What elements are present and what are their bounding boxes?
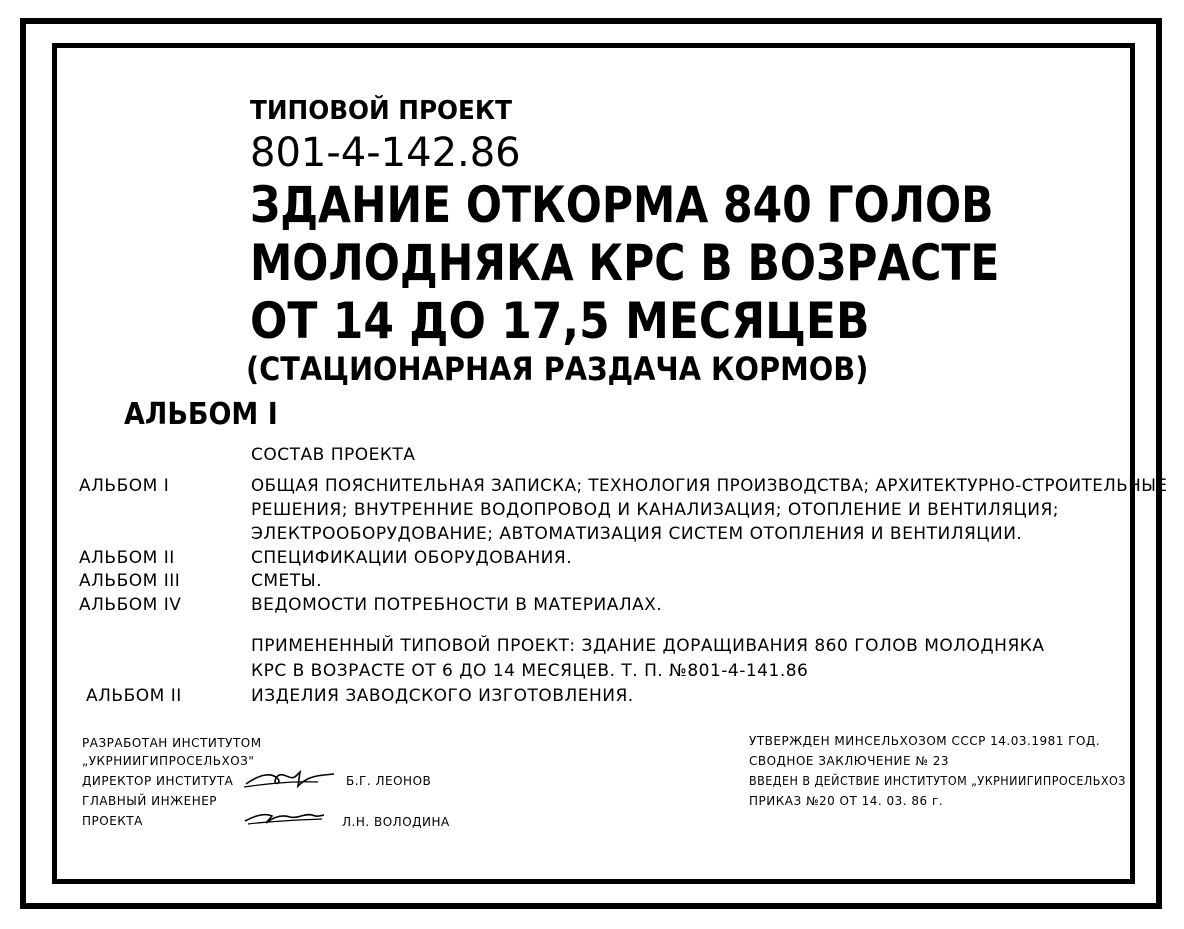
title-line-2-text: МОЛОДНЯКА КРС В ВОЗРАСТЕ [250,234,1000,292]
title-line-3 [250,292,954,350]
order-line [749,795,943,807]
chief-engineer-title-2 [82,815,143,827]
album-3-line [251,573,322,590]
composition-heading-text: СОСТАВ ПРОЕКТА [251,445,416,465]
project-number-text: 801-4-142.86 [250,130,521,176]
album-4-label [79,597,181,614]
album-2-line-text: СПЕЦИФИКАЦИИ ОБОРУДОВАНИЯ. [251,548,573,568]
album-1-line-1-text: ОБЩАЯ ПОЯСНИТЕЛЬНАЯ ЗАПИСКА; ТЕХНОЛОГИЯ ПРОИЗВОДСТВА; АРХИТЕКТУРНО-СТРОИТЕЛЬНЫЕ [251,476,1168,496]
project-number [250,130,521,176]
album-1-label [79,478,169,495]
director-signature [242,766,337,792]
approval-line [749,735,1100,747]
introduced-line-text: ВВЕДЕН В ДЕЙСТВИЕ ИНСТИТУТОМ „УКРНИИГИПРОСЕЛЬХОЗ [749,774,1126,788]
applied-album-text [251,688,634,705]
album-1-line-3 [251,526,1022,543]
chief-engineer-title [82,795,217,807]
applied-album-label-text: АЛЬБОМ II [86,686,182,706]
subtitle [246,350,938,388]
project-type-label [250,98,526,124]
album-4-label-text: АЛЬБОМ IV [79,595,182,615]
chief-engineer-title-text: ГЛАВНЫЙ ИНЖЕНЕР [82,794,218,808]
director-title [82,775,233,787]
introduced-line [749,775,1154,787]
album-2-label [79,550,175,567]
album-1-line-2 [251,502,1059,519]
title-line-1 [250,176,1125,234]
institute-name [82,755,254,767]
director-name-text: Б.Г. ЛЕОНОВ [346,774,432,788]
conclusion-line [749,755,949,767]
applied-album-label [86,688,182,705]
chief-engineer-signature [242,807,327,829]
album-1-label-text: АЛЬБОМ I [79,476,170,496]
project-type-label-text: ТИПОВОЙ ПРОЕКТ [250,96,512,126]
album-2-label-text: АЛЬБОМ II [79,548,175,568]
institute-name-text: „УКРНИИГИПРОСЕЛЬХОЗ" [82,754,255,768]
applied-line-2 [251,663,808,680]
album-4-line [251,597,662,614]
subtitle-text: (СТАЦИОНАРНАЯ РАЗДАЧА КОРМОВ) [246,350,869,388]
album-1-line-1 [251,478,1184,495]
album-2-line [251,550,572,567]
composition-heading [251,447,415,464]
chief-engineer-name-text: Л.Н. ВОЛОДИНА [342,815,450,829]
album-1-line-3-text: ЭЛЕКТРООБОРУДОВАНИЕ; АВТОМАТИЗАЦИЯ СИСТЕМ ОТОПЛЕНИЯ И ВЕНТИЛЯЦИИ. [251,524,1023,544]
applied-album-text-value: ИЗДЕЛИЯ ЗАВОДСКОГО ИЗГОТОВЛЕНИЯ. [251,686,634,706]
album-heading-text: АЛЬБОМ I [124,397,278,432]
album-3-line-text: СМЕТЫ. [251,571,323,591]
order-line-text: ПРИКАЗ №20 ОТ 14. 03. 86 г. [749,794,944,808]
director-name [346,775,431,787]
applied-line-2-text: КРС В ВОЗРАСТЕ ОТ 6 ДО 14 МЕСЯЦЕВ. Т. П. №801-4-141.86 [251,661,809,681]
approval-line-text: УТВЕРЖДЕН МИНСЕЛЬХОЗОМ СССР 14.03.1981 ГОД. [749,734,1101,748]
title-line-1-text: ЗДАНИЕ ОТКОРМА 840 ГОЛОВ [250,176,994,234]
chief-engineer-title-2-text: ПРОЕКТА [82,814,143,828]
album-3-label-text: АЛЬБОМ III [79,571,181,591]
developed-by-text: РАЗРАБОТАН ИНСТИТУТОМ [82,736,262,750]
conclusion-line-text: СВОДНОЕ ЗАКЛЮЧЕНИЕ № 23 [749,754,949,768]
album-3-label [79,573,180,590]
album-1-line-2-text: РЕШЕНИЯ; ВНУТРЕННИЕ ВОДОПРОВОД И КАНАЛИЗАЦИЯ; ОТОПЛЕНИЕ И ВЕНТИЛЯЦИЯ; [251,500,1059,520]
album-heading [124,397,295,432]
title-line-2 [250,234,1132,292]
applied-line-1-text: ПРИМЕНЕННЫЙ ТИПОВОЙ ПРОЕКТ: ЗДАНИЕ ДОРАЩИВАНИЯ 860 ГОЛОВ МОЛОДНЯКА [251,636,1045,656]
director-title-text: ДИРЕКТОР ИНСТИТУТА [82,774,234,788]
album-4-line-text: ВЕДОМОСТИ ПОТРЕБНОСТИ В МАТЕРИАЛАХ. [251,595,663,615]
chief-engineer-name [342,816,450,828]
title-line-3-text: ОТ 14 ДО 17,5 МЕСЯЦЕВ [250,292,870,350]
applied-line-1 [251,638,1044,655]
developed-by [82,737,262,749]
